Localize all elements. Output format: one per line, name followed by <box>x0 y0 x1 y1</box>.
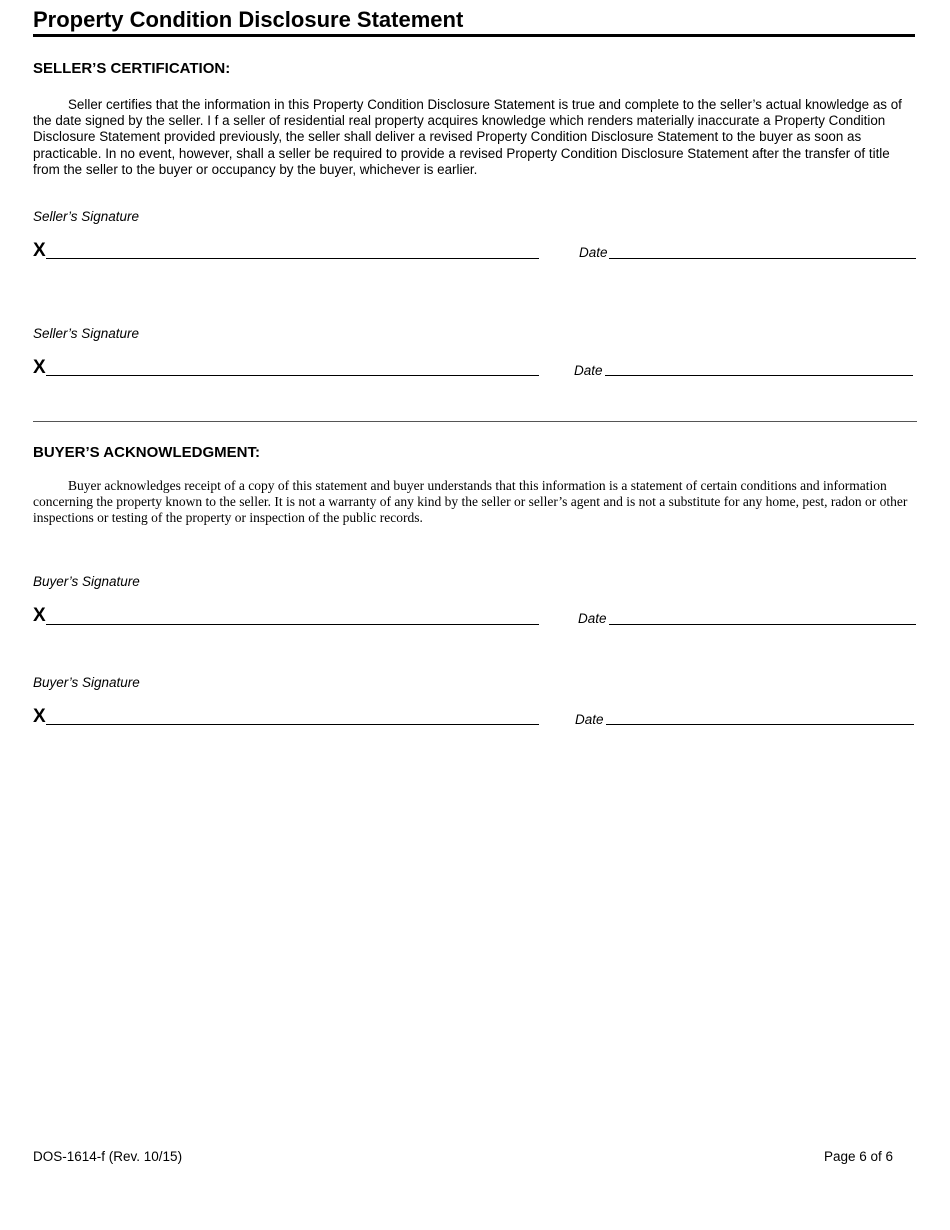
seller-signature-line[interactable] <box>46 258 539 259</box>
page-title: Property Condition Disclosure Statement <box>33 7 464 32</box>
buyer-date-line[interactable] <box>606 724 914 725</box>
buyer-signature-line[interactable] <box>46 624 539 625</box>
seller-signature-label: Seller’s Signature <box>33 326 140 341</box>
page-number: Page 6 of 6 <box>823 1149 893 1164</box>
buyer-acknowledgment-heading: BUYER’S ACKNOWLEDGMENT: <box>33 444 260 461</box>
signature-x-mark: X <box>33 357 46 378</box>
buyer-signature-label: Buyer’s Signature <box>33 675 140 690</box>
signature-x-mark: X <box>33 706 46 727</box>
title-rule <box>33 34 915 37</box>
signature-x-mark: X <box>33 605 46 626</box>
buyer-signature-line[interactable] <box>46 724 539 725</box>
seller-date-line[interactable] <box>605 375 913 376</box>
buyer-signature-label: Buyer’s Signature <box>33 574 140 589</box>
date-label: Date <box>574 363 603 378</box>
seller-date-line[interactable] <box>609 258 916 259</box>
form-identifier: DOS-1614-f (Rev. 10/15) <box>33 1149 183 1164</box>
date-label: Date <box>575 712 604 727</box>
buyer-date-line[interactable] <box>609 624 916 625</box>
section-divider <box>33 421 917 422</box>
signature-x-mark: X <box>33 240 46 261</box>
seller-certification-heading: SELLER’S CERTIFICATION: <box>33 60 231 77</box>
buyer-acknowledgment-text: Buyer acknowledges receipt of a copy of this statement and buyer understands that this information is a statement of certain conditions and information concerning the property known to the seller. It is not a warranty of any kind by the seller or seller’s agent and is not a substitute for any home, pest, radon or other inspections or testing of the property or inspection of the public records. <box>33 478 908 526</box>
seller-certification-text: Seller certifies that the information in this Property Condition Disclosure Statement is true and complete to the seller’s actual knowledge as of the date signed by the seller. I f a seller of residential real property acquires knowledge which renders materially inaccurate a Property Condition Disclosure Statement provided previously, the seller shall deliver a revised Property Condition Disclosure Statement to the buyer as soon as practicable. In no event, however, shall a seller be required to provide a revised Property Condition Disclosure Statement after the transfer of title from the seller to the buyer or occupancy by the buyer, whichever is earlier. <box>33 97 902 177</box>
seller-signature-label: Seller’s Signature <box>33 209 140 224</box>
date-label: Date <box>578 611 607 626</box>
seller-signature-line[interactable] <box>46 375 539 376</box>
date-label: Date <box>579 245 608 260</box>
